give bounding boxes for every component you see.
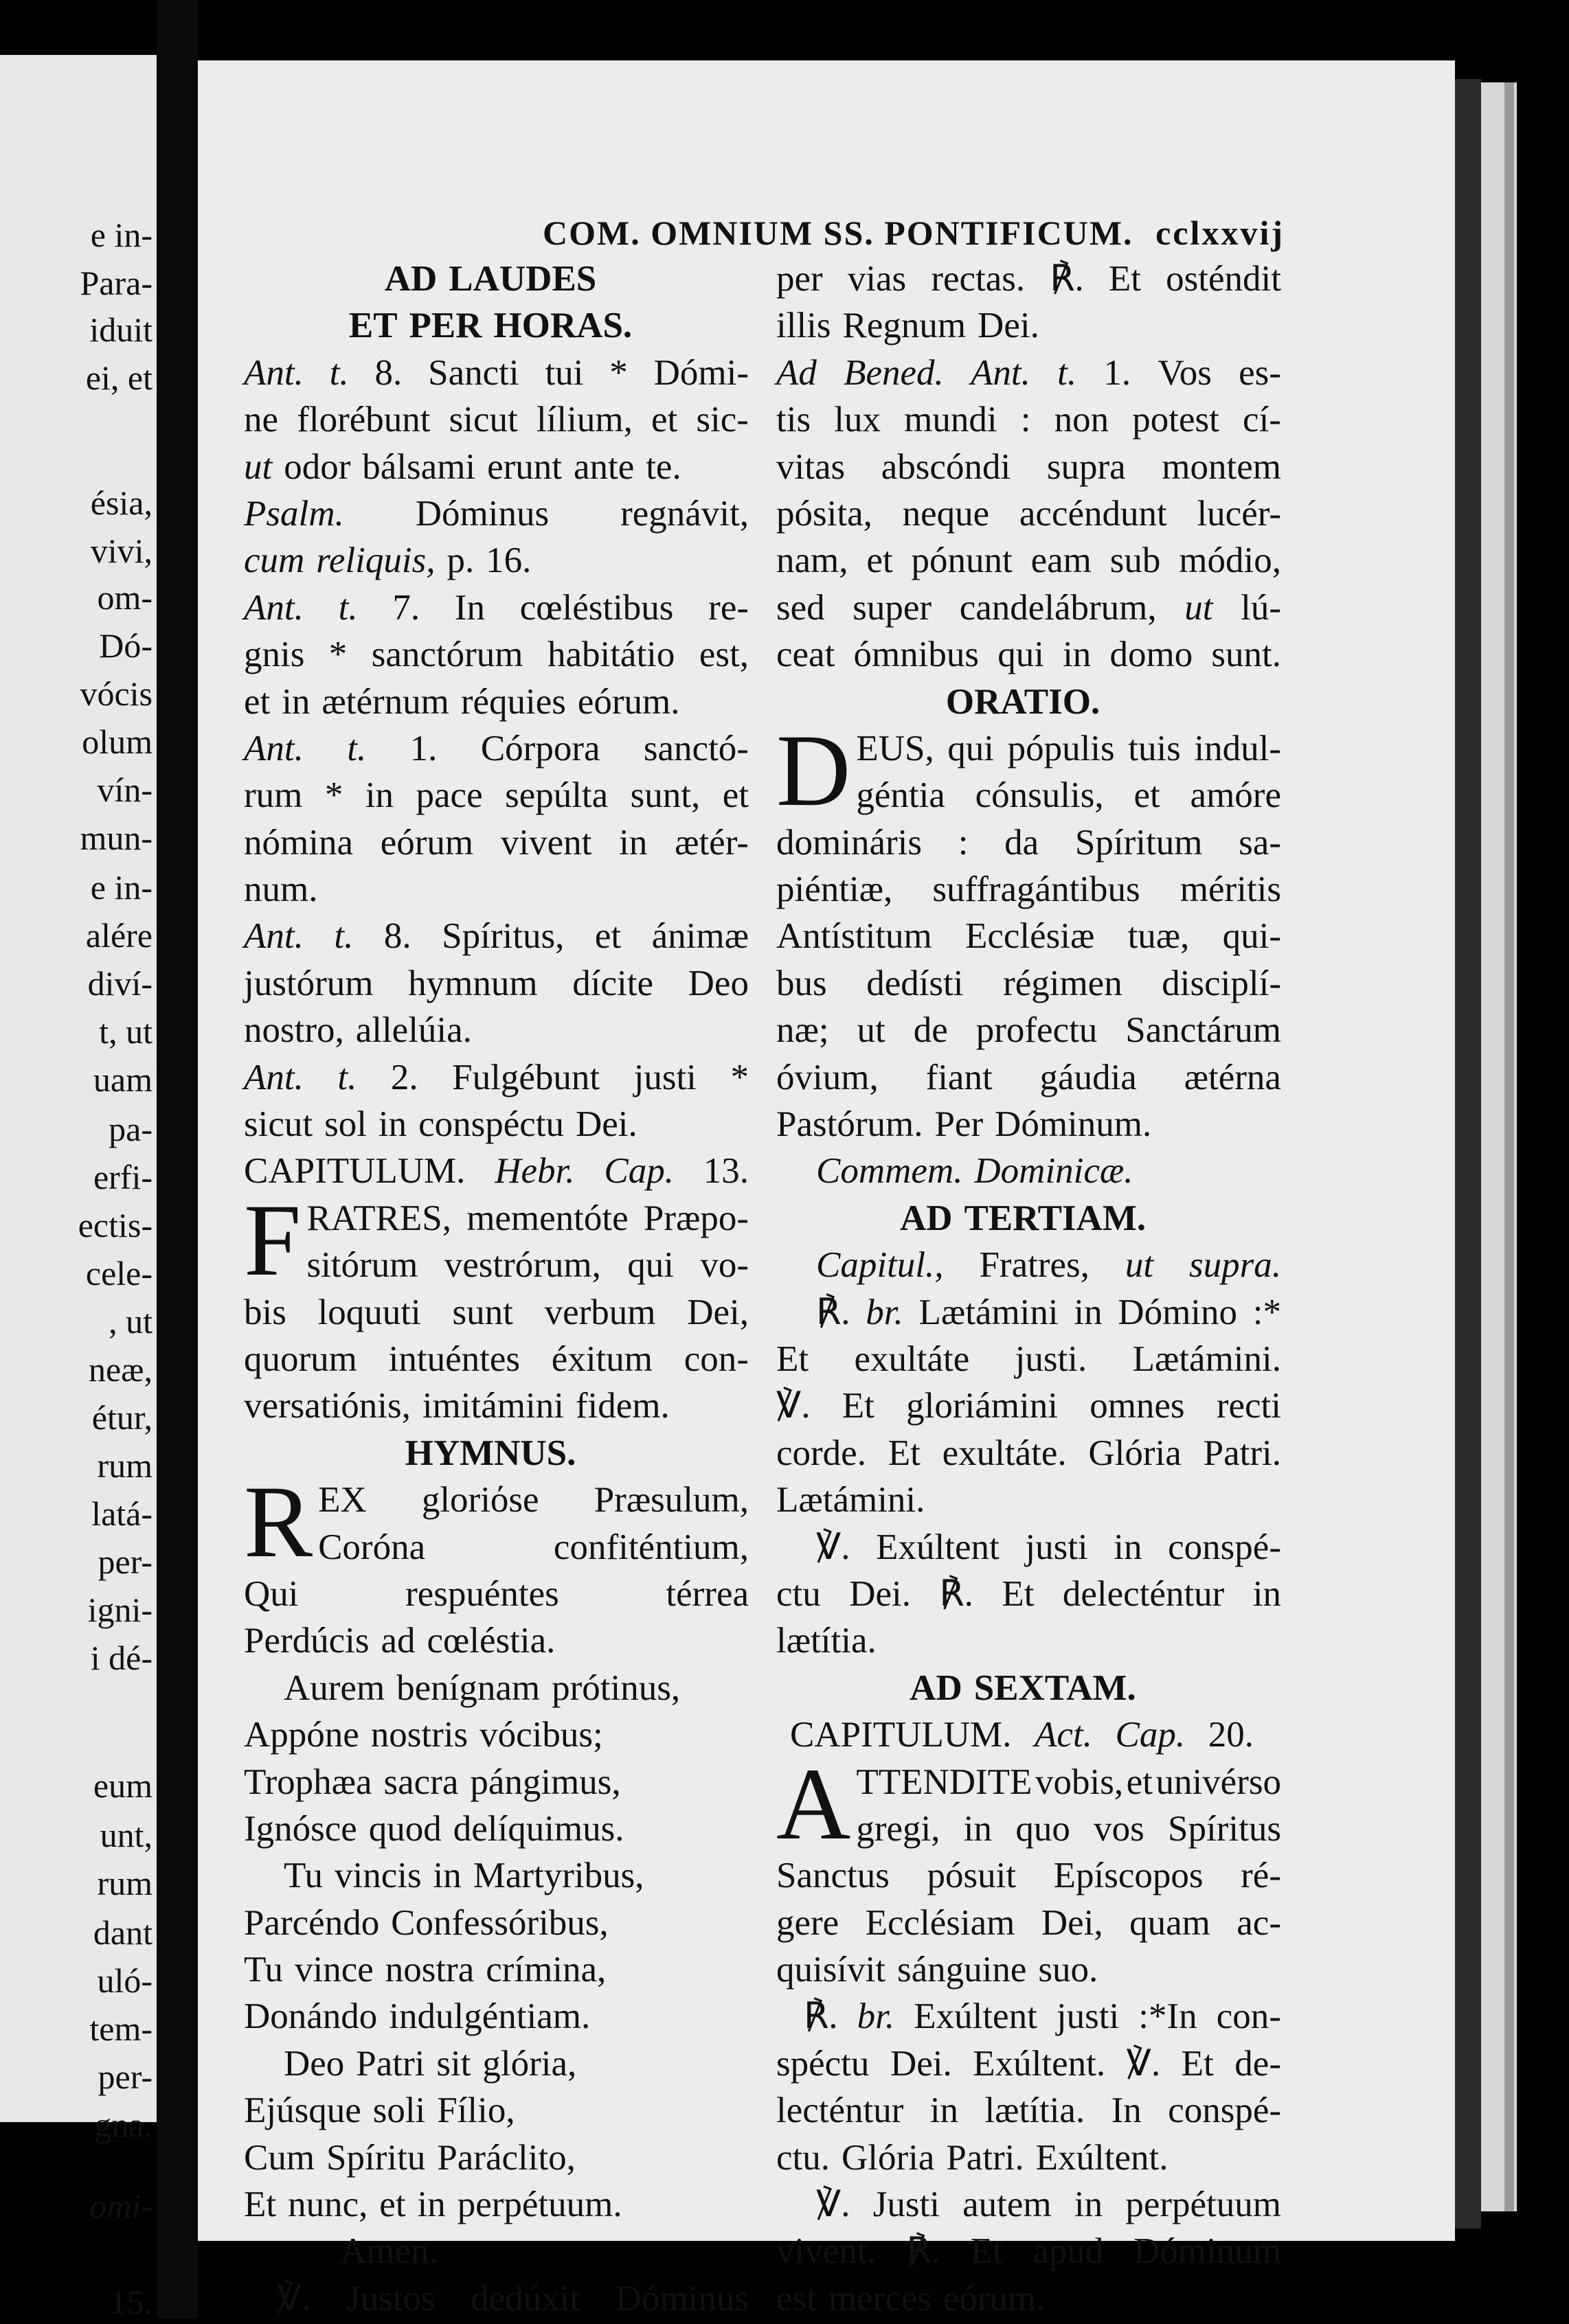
hymn-heading: HYMNUS. <box>405 1433 576 1473</box>
capitulum-heading: CAPITULUM. Hebr. Cap. 13. <box>244 1151 749 1192</box>
oratio-text <box>776 713 1281 1148</box>
section-subheading: ET PER HORAS. <box>348 306 633 346</box>
text-line: vitas abscóndi supra montem <box>776 446 1281 487</box>
fragment-line: Dó- <box>99 626 153 665</box>
text-line: domináris : da Spíritum sa- <box>776 822 1281 863</box>
fragment-line: alére <box>85 916 153 955</box>
capitulum-text <box>244 1183 749 1430</box>
text-line: Pastórum. Per Dóminum. <box>776 1104 1152 1145</box>
oratio-heading: ORATIO. <box>945 681 1100 722</box>
text-line: bus dedísti régimen disciplí- <box>776 963 1281 1003</box>
drop-cap: A <box>776 1746 851 1861</box>
page-number: cclxxvij <box>1155 214 1285 252</box>
text-line: gere Ecclésiam Dei, quam ac- <box>776 1902 1281 1943</box>
text-line: gregi, in quo vos Spíritus <box>856 1808 1281 1849</box>
text-line: illis Regnum Dei. <box>776 306 1039 346</box>
text-line: ut odor bálsami erunt ante te. <box>244 446 681 487</box>
page-edge-shadow <box>1455 79 1481 2229</box>
fragment-line: gna. <box>94 2106 153 2144</box>
text-line: est merces eórum. <box>776 2278 1046 2319</box>
fragment-line: rum <box>97 1864 153 1902</box>
text-line: per vias rectas. ℟. Et osténdit <box>776 259 1281 299</box>
text-line: nam, et pónunt eam sub módio, <box>776 540 1281 581</box>
fragment-line: om- <box>97 578 153 617</box>
running-title: COM. OMNIUM SS. PONTIFICUM. <box>543 214 1133 252</box>
fragment-line: vivi, <box>90 532 153 570</box>
text-line: quorum intuéntes éxitum con- <box>244 1338 749 1379</box>
amen: Amen. <box>340 2231 438 2272</box>
hymn-line: Trophæa sacra pángimus, <box>244 1762 621 1802</box>
text-line: Ant. t. 7. In cœléstibus re- <box>244 587 749 628</box>
fragment-line: uló- <box>97 1961 153 2000</box>
text-line: ℟. br. Lætámini in Dómino :* <box>816 1292 1281 1332</box>
text-line: Coróna confiténtium, <box>318 1527 749 1567</box>
text-line: gnis * sanctórum habitátio est, <box>244 635 749 675</box>
fragment-line: olum <box>82 722 153 761</box>
hymn-stanza-1 <box>244 1465 749 1665</box>
hymn-line: Ejúsque soli Fílio, <box>244 2091 515 2131</box>
book-gutter <box>157 0 198 2319</box>
fragment-line: ectis- <box>78 1206 153 1244</box>
text-line: Ant. t. 2. Fulgébunt justi * <box>244 1057 749 1097</box>
fragment-line: Para- <box>80 264 153 302</box>
fragment-line: tem- <box>89 2009 153 2048</box>
text-line: EX gloriόse Præsulum, <box>318 1480 749 1520</box>
fragment-line: omi- <box>89 2187 153 2225</box>
fragment-line: pa- <box>109 1110 153 1148</box>
fragment-line: neæ, <box>88 1350 153 1389</box>
text-line: nostro, allelúia. <box>244 1010 472 1051</box>
text-line: corde. Et exultáte. Glória Patri. <box>776 1433 1281 1473</box>
text-line: TTENDITE vobis, et univérso <box>856 1762 1281 1802</box>
fragment-line: ésia, <box>90 483 153 522</box>
fragment-line: e in- <box>90 868 153 907</box>
sextam-heading: AD SEXTAM. <box>910 1667 1136 1708</box>
fragment-line: t, ut <box>99 1012 153 1051</box>
versicle: ℣. Justos dedúxit Dóminus <box>277 2278 749 2319</box>
fragment-line: vócis <box>80 674 153 713</box>
text-line: Ant. t. 1. Córpora sanctó- <box>244 728 749 768</box>
text-line: Capitul., Fratres, ut supra. <box>816 1245 1281 1286</box>
text-line: cum reliquis, p. 16. <box>244 540 532 581</box>
fragment-line: dant <box>93 1913 153 1952</box>
text-line: ℣. Justi autem in perpétuum <box>816 2185 1281 2225</box>
fragment-line: uam <box>93 1060 153 1099</box>
fragment-line: igni- <box>87 1591 153 1629</box>
fragment-line: latá- <box>91 1494 153 1533</box>
text-line: tis lux mundi : non potest cí- <box>776 400 1281 440</box>
text-line: Et exultáte justi. Lætámini. <box>776 1338 1281 1379</box>
drop-cap: R <box>244 1465 313 1580</box>
text-line: Lætámini. <box>776 1480 925 1520</box>
text-line: Qui respuéntes térrea <box>244 1573 749 1614</box>
hymn-line: Appóne nostris vócibus; <box>244 1715 603 1755</box>
fragment-line: erfi- <box>93 1158 153 1196</box>
text-line: Ant. t. 8. Spíritus, et ánimæ <box>244 916 749 957</box>
fragment-line: , ut <box>109 1302 153 1341</box>
text-line: sicut sol in conspéctu Dei. <box>244 1104 637 1145</box>
text-line: Sanctus pósuit Epíscopos ré- <box>776 1856 1281 1896</box>
fragment-line: eum <box>93 1766 153 1805</box>
fragment-line: rum <box>97 1446 153 1485</box>
fragment-line: iduit <box>89 310 153 349</box>
fragment-line: unt, <box>100 1816 153 1854</box>
left-column <box>244 255 749 2322</box>
text-line: justórum hymnum dícite Deo <box>244 963 749 1003</box>
text-line: bis loquuti sunt verbum Dei, <box>244 1292 749 1332</box>
text-line: EUS, qui pópulis tuis indul- <box>856 728 1281 768</box>
text-line: rum * in pace sepúlta sunt, et <box>244 775 749 816</box>
text-line: ctu. Glória Patri. Exúltent. <box>776 2137 1169 2178</box>
fragment-line: vín- <box>97 771 153 809</box>
capitulum-heading: CAPITULUM. Act. Cap. 20. <box>790 1715 1254 1755</box>
hymn-line: Ignósce quod delíquimus. <box>244 1808 624 1849</box>
hymn-line: Tu vince nostra crímina, <box>244 1950 607 1990</box>
text-line: pósita, neque accéndunt lucér- <box>776 493 1281 534</box>
text-line: ℟. br. Exúltent justi :*In con- <box>804 1996 1281 2037</box>
previous-page-fragment <box>0 55 157 2321</box>
section-heading: AD LAUDES <box>384 259 597 299</box>
hymn-line: Cum Spíritu Paráclito, <box>244 2137 576 2178</box>
text-line: spéctu Dei. Exúltent. ℣. Et de- <box>776 2043 1281 2084</box>
text-line: sitórum vestrórum, qui vo- <box>306 1245 749 1286</box>
text-line: Psalm. Dóminus regnávit, <box>244 493 749 534</box>
text-line: ne florébunt sicut lílium, et sic- <box>244 400 749 440</box>
commemoration: Commem. Dominicæ. <box>816 1151 1133 1192</box>
text-line: vivent. ℟. Et apud Dóminum <box>776 2231 1281 2272</box>
text-line: num. <box>244 869 318 910</box>
text-line: piéntiæ, suffragántibus méritis <box>776 869 1281 910</box>
fragment-line: e in- <box>90 216 153 254</box>
hymn-line: Et nunc, et in perpétuum. <box>244 2185 622 2225</box>
text-line: Ad Bened. Ant. t. 1. Vos es- <box>776 352 1281 393</box>
drop-cap: D <box>776 713 851 828</box>
text-line: sed super candelábrum, ut lú- <box>776 587 1281 628</box>
drop-cap: F <box>244 1183 302 1297</box>
capitulum-text <box>776 1746 1281 1994</box>
text-line: quisívit sánguine suo. <box>776 1950 1098 1990</box>
text-line: et in ætérnum réquies eórum. <box>244 681 680 722</box>
text-line: ceat ómnibus qui in domo sunt. <box>776 635 1281 675</box>
text-line: RATRES, mementóte Præpo- <box>306 1198 749 1238</box>
text-line: Antístitum Ecclésiæ tuæ, qui- <box>776 916 1281 957</box>
hymn-line: Donándo indulgéntiam. <box>244 1996 591 2037</box>
fragment-line: mun- <box>80 819 153 857</box>
text-line: næ; ut de profectu Sanctárum <box>776 1010 1281 1051</box>
text-line: ℣. Exúltent justi in conspé- <box>816 1527 1281 1567</box>
fragment-line: per- <box>98 2058 153 2096</box>
text-line: nómina eórum vivent in ætér- <box>244 822 749 863</box>
fragment-line: i dé- <box>90 1639 153 1677</box>
right-column <box>776 255 1281 2322</box>
fragment-line: 15. <box>109 2283 153 2321</box>
fragment-line: per- <box>98 1542 153 1581</box>
fragment-line: étur, <box>91 1398 153 1437</box>
tertiam-heading: AD TERTIAM. <box>899 1198 1147 1238</box>
running-head <box>343 206 1285 261</box>
fragment-line: cele- <box>85 1254 153 1292</box>
hymn-line: Parcéndo Confessóribus, <box>244 1902 609 1943</box>
text-line: Ant. t. 8. Sancti tui * Dómi- <box>244 352 749 393</box>
text-line: lætítia. <box>776 1621 877 1661</box>
text-line: óvium, fiant gáudia ætérna <box>776 1057 1281 1097</box>
text-line: ℣. Et gloriámini omnes recti <box>776 1386 1281 1426</box>
fragment-line: diví- <box>87 964 153 1003</box>
text-line: ctu Dei. ℟. Et delecténtur in <box>776 1573 1281 1614</box>
text-line: lecténtur in lætítia. In conspé- <box>776 2091 1281 2131</box>
hymn-line: Tu vincis in Martyribus, <box>284 1856 644 1896</box>
hymn-line: Deo Patri sit glória, <box>284 2043 577 2084</box>
page-stack-edge-dark <box>1504 82 1514 2211</box>
fragment-line: ei, et <box>85 358 153 397</box>
hymn-line: Aurem benígnam prótinus, <box>284 1667 681 1708</box>
text-line: Perdúcis ad cœléstia. <box>244 1621 556 1661</box>
text-line: géntia cónsulis, et amóre <box>856 775 1281 816</box>
text-line: versatiónis, imitámini fidem. <box>244 1386 670 1426</box>
